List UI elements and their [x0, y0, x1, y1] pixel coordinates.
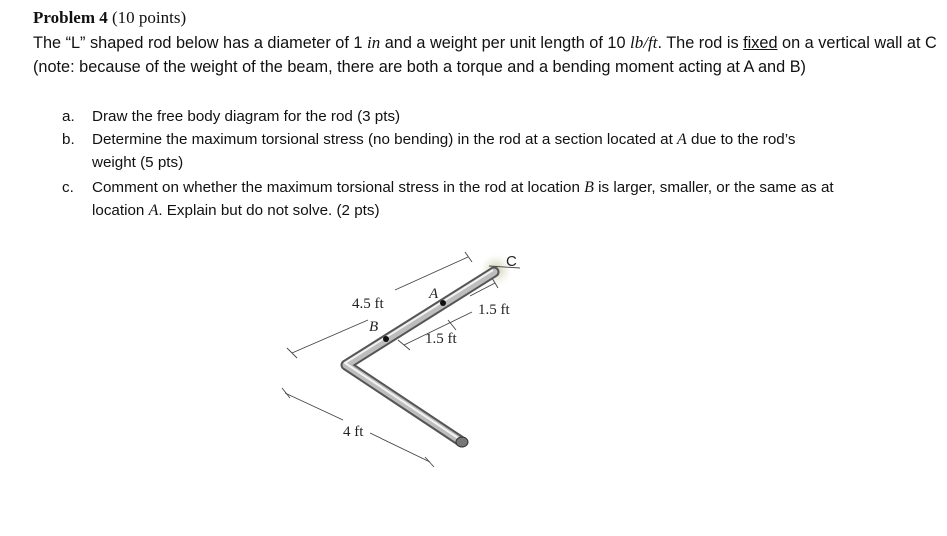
dim-label-1-5-ft-a: 1.5 ft — [425, 331, 457, 347]
problem-title: Problem 4 — [33, 8, 108, 27]
part-text: Draw the free body diagram for the rod (3 pts) — [92, 108, 401, 125]
point-a-marker — [440, 300, 446, 306]
statement-text: on a vertical wall at C (note: because of the weight of the beam, there are both a torque and a bending moment acting at A and B) — [33, 34, 937, 76]
dim-label-1-5-ft-c: 1.5 ft — [478, 302, 510, 318]
statement-text: . The rod is — [657, 34, 744, 52]
part-marker: a. — [62, 108, 75, 125]
part-text-cont: weight (5 pts) — [92, 154, 184, 171]
part-text: Comment on whether the maximum torsional stress in the rod at location B is larger, smaller, or the same as at — [92, 179, 834, 196]
fixed-emphasis: fixed — [743, 34, 778, 52]
unit-inch: in — [366, 33, 381, 52]
part-marker: b. — [62, 131, 75, 148]
part-marker: c. — [62, 179, 74, 196]
rod-free-end — [456, 437, 468, 447]
unit-lb-per-ft: lb/ft — [630, 33, 658, 52]
dim-label-4-ft: 4 ft — [343, 424, 364, 440]
statement-text: The “L” shaped rod below has a diameter of 1 — [33, 34, 367, 52]
point-b-marker — [383, 336, 389, 342]
problem-points: (10 points) — [112, 8, 187, 27]
part-text-cont: location A. Explain but do not solve. (2 pts) — [92, 202, 380, 219]
label-a: A — [429, 286, 439, 302]
label-c: C — [506, 253, 517, 270]
part-text: Determine the maximum torsional stress (no bending) in the rod at a section located at A due to the rod’s — [92, 131, 796, 148]
statement-text: and a weight per unit length of 10 — [380, 34, 631, 52]
dim-label-4-5-ft: 4.5 ft — [352, 296, 384, 312]
label-b: B — [369, 319, 379, 335]
